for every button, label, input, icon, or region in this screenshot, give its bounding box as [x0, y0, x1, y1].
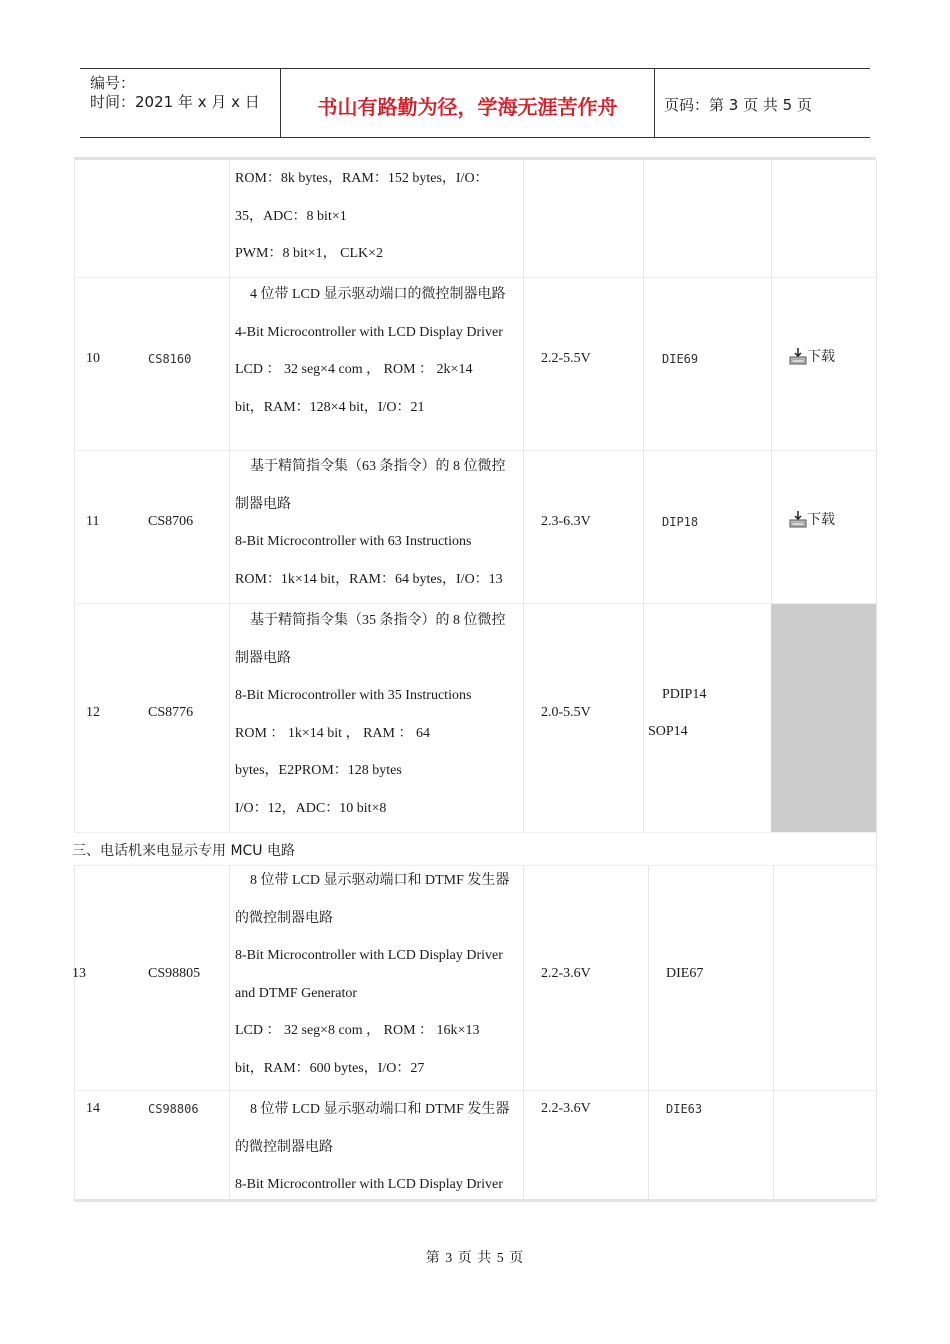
model-name: CS98806 — [148, 1102, 199, 1116]
package-value: PDIP14 — [662, 687, 707, 702]
voltage-value: 2.2-3.6V — [541, 966, 591, 981]
table-vline — [523, 866, 524, 1199]
download-link[interactable] — [789, 346, 835, 366]
model-name: CS8706 — [148, 514, 194, 529]
header-left-cell — [80, 69, 280, 137]
desc-line: 制器电路 — [235, 496, 291, 512]
voltage-value: 2.3-6.3V — [541, 514, 591, 529]
desc-line: 制器电路 — [235, 650, 291, 666]
desc-line: ROM：1k×14 bit，RAM：64 bytes，I/O：13 — [235, 571, 503, 587]
desc-line: ROM ： 1k×14 bit ， RAM ： 64 — [235, 725, 430, 741]
table-vline — [229, 866, 230, 1199]
table-vline — [74, 160, 75, 832]
package-value: DIE63 — [666, 1102, 703, 1116]
desc-line: 4-Bit Microcontroller with LCD Display Driver — [235, 324, 503, 340]
desc-line: bit，RAM：600 bytes，I/O：27 — [235, 1060, 425, 1076]
table-vline — [648, 866, 649, 1199]
desc-line: 8 位带 LCD 显示驱动端口和 DTMF 发生器 — [250, 873, 510, 888]
section-heading: 三、电话机来电显示专用 MCU 电路 — [72, 843, 296, 859]
table-vline — [523, 160, 524, 832]
package-value: DIE69 — [662, 352, 699, 366]
table-vline — [876, 160, 877, 1199]
row-description — [235, 276, 520, 426]
page-footer: 第 3 页 共 5 页 — [425, 1251, 525, 1266]
row-number: 10 — [86, 351, 100, 366]
document-time-label: 时间：2021 年 x 月 x 日 — [90, 93, 260, 111]
page-header — [80, 68, 870, 138]
desc-line: ROM：8k bytes，RAM：152 bytes，I/O： — [235, 171, 489, 186]
voltage-value: 2.2-3.6V — [541, 1101, 591, 1116]
desc-line: and DTMF Generator — [235, 985, 358, 1001]
table-vline — [643, 160, 644, 832]
document-number-label: 编号： — [90, 74, 136, 92]
table-vline — [229, 160, 230, 832]
row-description — [235, 448, 520, 598]
row-description — [235, 862, 520, 1087]
table-vline — [773, 866, 774, 1199]
desc-line: bytes，E2PROM：128 bytes — [235, 763, 402, 778]
desc-line: 35，ADC：8 bit×1 — [235, 208, 347, 224]
desc-line: 8-Bit Microcontroller with 35 Instructions — [235, 688, 472, 703]
desc-line: I/O：12，ADC：10 bit×8 — [235, 800, 387, 816]
package-value: DIE67 — [666, 966, 704, 981]
package-value: SOP14 — [648, 724, 688, 739]
desc-line: bit，RAM：128×4 bit，I/O：21 — [235, 399, 425, 415]
download-label: 下载 — [807, 349, 835, 365]
model-name: CS8160 — [148, 352, 192, 366]
table-vline — [771, 160, 772, 604]
package-value: DIP18 — [662, 515, 699, 529]
desc-line: 基于精简指令集（35 条指令）的 8 位微控 — [250, 613, 506, 628]
row-description — [235, 1091, 520, 1204]
header-motto: 书山有路勤为径，学海无涯苦作舟 — [317, 95, 618, 119]
download-link[interactable] — [789, 509, 835, 529]
model-name: CS98805 — [148, 966, 201, 981]
row-number: 14 — [86, 1101, 100, 1116]
desc-line: 基于精简指令集（63 条指令）的 8 位微控 — [250, 459, 506, 474]
desc-line: 8 位带 LCD 显示驱动端口和 DTMF 发生器 — [250, 1102, 510, 1117]
desc-line: 的微控制器电路 — [235, 910, 333, 926]
desc-line: PWM：8 bit×1， CLK×2 — [235, 246, 384, 261]
download-icon — [789, 510, 807, 528]
header-right-cell — [654, 69, 870, 137]
row-number: 13 — [72, 966, 86, 981]
table-vline — [74, 866, 75, 1199]
desc-line: LCD ： 32 seg×4 com ， ROM ： 2k×14 — [235, 362, 473, 377]
empty-download-cell — [771, 604, 876, 832]
model-name: CS8776 — [148, 705, 194, 720]
desc-line: 8-Bit Microcontroller with LCD Display Driver — [235, 1177, 503, 1192]
desc-line: 的微控制器电路 — [235, 1139, 333, 1155]
desc-line: 4 位带 LCD 显示驱动端口的微控制器电路 — [250, 287, 506, 302]
row-description — [235, 602, 520, 827]
voltage-value: 2.0-5.5V — [541, 705, 591, 720]
row-continuation-description — [235, 160, 520, 273]
desc-line: 8-Bit Microcontroller with 63 Instructions — [235, 534, 472, 549]
download-icon — [789, 347, 807, 365]
download-label: 下载 — [807, 512, 835, 528]
row-number: 12 — [86, 705, 100, 720]
header-center-cell — [280, 69, 655, 137]
desc-line: 8-Bit Microcontroller with LCD Display Driver — [235, 948, 503, 963]
row-divider — [74, 832, 876, 833]
page-code: 页码：第 3 页 共 5 页 — [664, 96, 812, 114]
voltage-value: 2.2-5.5V — [541, 351, 591, 366]
row-number: 11 — [86, 514, 100, 529]
desc-line: LCD ： 32 seg×8 com ， ROM ： 16k×13 — [235, 1023, 480, 1038]
